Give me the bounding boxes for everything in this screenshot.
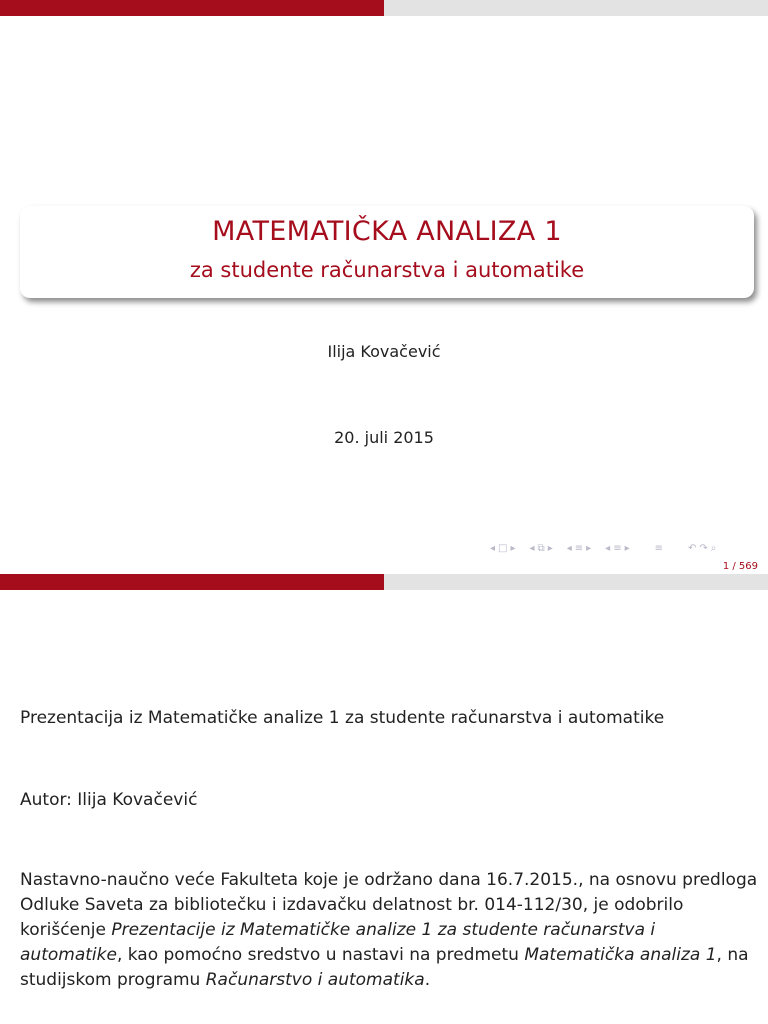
nav-subsection-icon[interactable]: ⧉ xyxy=(537,542,545,554)
nav-prev-section-icon[interactable]: ◂ xyxy=(566,542,572,554)
nav-prev-page-icon[interactable]: ◂ xyxy=(605,542,611,554)
presentation-subtitle: za studente računarstva i automatike xyxy=(189,258,585,282)
nav-frame-icon[interactable]: □ xyxy=(498,542,508,554)
progress-bar-second xyxy=(0,574,768,590)
nav-next-subsection-icon[interactable]: ▸ xyxy=(547,542,553,554)
approval-text-3: , na studijskom programu xyxy=(20,945,749,990)
beamer-navigation xyxy=(490,541,762,555)
presentation-title: MATEMATIČKA ANALIZA 1 xyxy=(212,216,562,247)
nav-search-icon[interactable]: ⌕ xyxy=(710,542,717,554)
author-line: Autor: Ilija Kovačević xyxy=(20,790,198,810)
approval-italic-title: Prezentacije iz Matematičke analize 1 za studente računarstva i automatike xyxy=(20,920,656,965)
presentation-date: 20. juli 2015 xyxy=(334,428,434,447)
nav-page-icon[interactable]: ≡ xyxy=(613,542,622,554)
author-name: Ilija Kovačević xyxy=(327,342,441,361)
approval-italic-course: Matematička analiza 1 xyxy=(524,945,717,965)
nav-forward-icon[interactable]: ↷ xyxy=(699,542,708,554)
nav-next-section-icon[interactable]: ▸ xyxy=(586,542,592,554)
approval-text-2: , kao pomoćno sredstvo u nastavi na predmetu xyxy=(116,945,525,965)
approval-text-1: Nastavno-naučno veće Fakulteta koje je održano dana 16.7.2015., na osnovu predloga Odluke Saveta za bibliotečku i izdavačku delatnost br. 014-112/30, je odobrilo korišćenje xyxy=(20,870,758,940)
approval-paragraph xyxy=(20,868,760,993)
progress-bar-fill xyxy=(0,574,384,590)
approval-text-4: . xyxy=(424,970,431,990)
page-counter: 1 / 569 xyxy=(722,561,758,572)
nav-prev-frame-icon[interactable]: ◂ xyxy=(490,542,496,554)
nav-prev-subsection-icon[interactable]: ◂ xyxy=(529,542,535,554)
nav-next-frame-icon[interactable]: ▸ xyxy=(510,542,516,554)
nav-outline-icon[interactable]: ≡ xyxy=(654,542,664,554)
nav-section-icon[interactable]: ≡ xyxy=(574,542,584,554)
presentation-description: Prezentacija iz Matematičke analize 1 za studente računarstva i automatike xyxy=(20,708,665,728)
approval-italic-program: Računarstvo i automatika xyxy=(205,970,425,990)
nav-back-icon[interactable]: ↶ xyxy=(688,542,697,554)
progress-bar-top xyxy=(0,0,768,16)
progress-bar-fill xyxy=(0,0,384,16)
title-box xyxy=(20,206,754,298)
nav-next-page-icon[interactable]: ▸ xyxy=(624,542,630,554)
